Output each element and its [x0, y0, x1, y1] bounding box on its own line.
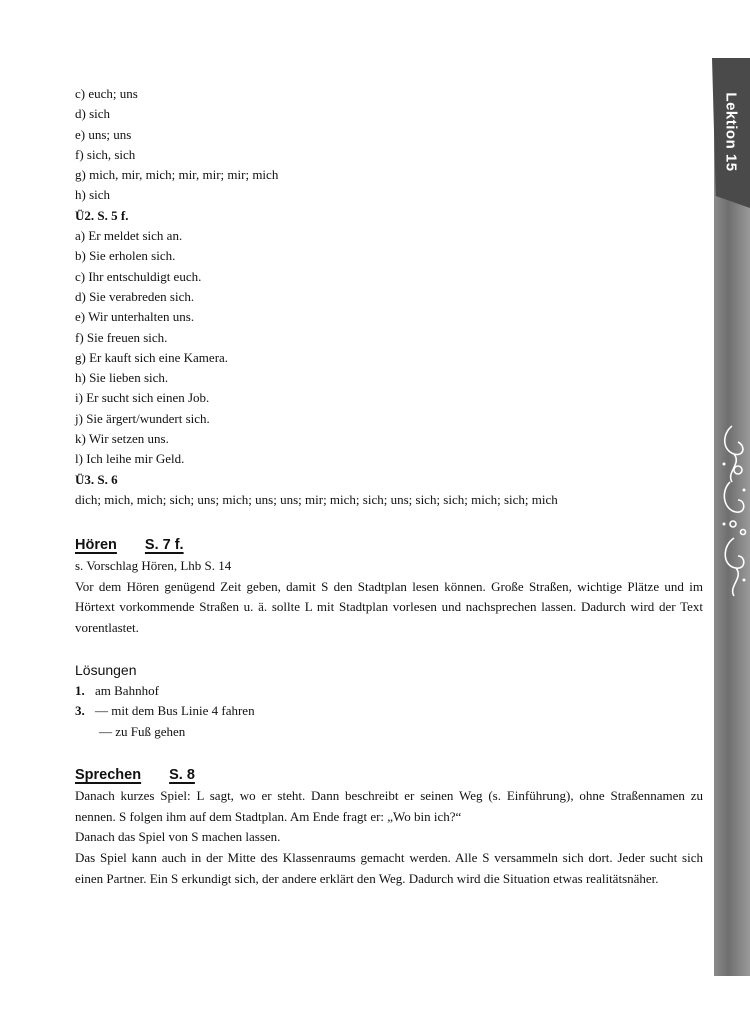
solution-text: — mit dem Bus Linie 4 fahren: [95, 703, 255, 719]
answer-line: j) Sie ärgert/wundert sich.: [75, 410, 210, 426]
ornament-icon: [716, 420, 750, 600]
reference-note: s. Vorschlag Hören, Lhb S. 14: [75, 558, 232, 574]
answer-line: c) euch; uns: [75, 86, 138, 101]
answer-line: g) mich, mir, mich; mir, mir; mir; mich: [75, 167, 279, 183]
section-pages: S. 8: [169, 766, 195, 783]
answer-line: dich; mich, mich; sich; uns; mich; uns; uns; mir; mich; sich; uns; sich; sich; mich; sich; mich: [75, 491, 558, 507]
answer-line: k) Wir setzen uns.: [75, 431, 169, 447]
instruction-paragraph: Danach kurzes Spiel: L sagt, wo er steht. Dann beschreibt er seinen Weg (s. Einführung), ohne Straßennamen zu nennen. S folgen ihm auf dem Stadtplan. Am Ende fragt er: „Wo bin ich?“: [75, 787, 703, 824]
solution-number: 3.: [75, 703, 85, 719]
answer-line: a) Er meldet sich an.: [75, 228, 183, 244]
section-pages: S. 7 f.: [144, 537, 184, 554]
answer-line: d) sich: [75, 106, 111, 122]
solution-line: [75, 681, 703, 701]
solution-line: [75, 701, 703, 721]
solution-number: 1.: [75, 682, 85, 698]
exercise-heading-u3: Ü3. S. 6: [75, 471, 118, 487]
answer-line: f) Sie freuen sich.: [75, 329, 168, 345]
answer-line: h) sich: [75, 187, 111, 203]
solution-text: am Bahnhof: [95, 682, 159, 698]
page-content: [75, 84, 703, 890]
answer-line: d) Sie verabreden sich.: [75, 288, 195, 304]
instruction-paragraph: Vor dem Hören genügend Zeit geben, damit S den Stadtplan lesen können. Große Straßen, wichtige Plätze und im Hörtext vorkommende Straßen u. ä. sollte L mit Stadtplan vorlesen und nachsprechen lassen. Dadurch wird der Text vorentlastet.: [75, 578, 703, 636]
section-title: Sprechen: [75, 766, 142, 783]
instruction-paragraph: Das Spiel kann auch in der Mitte des Klassenraums gemacht werden. Alle S versammeln sich dort. Jeder sucht sich einen Partner. Ein S erkundigt sich, der andere erklärt den Weg. Dadurch wird die Situation etwas realitätsnäher.: [75, 850, 703, 886]
answer-line: l) Ich leihe mir Geld.: [75, 451, 185, 467]
section-heading-sprechen: [75, 764, 703, 786]
instruction-paragraph: Danach das Spiel von S machen lassen.: [75, 829, 281, 845]
answer-line: e) uns; uns: [75, 126, 132, 142]
solution-continuation: — zu Fuß gehen: [99, 723, 186, 739]
section-title: Hören: [75, 537, 117, 554]
section-heading-hoeren: [75, 534, 703, 556]
answer-line: c) Ihr entschuldigt euch.: [75, 268, 202, 284]
answer-line: i) Er sucht sich einen Job.: [75, 390, 210, 406]
chapter-tab-label: Lektion 15: [722, 92, 740, 172]
answer-line: e) Wir unterhalten uns.: [75, 309, 195, 325]
exercise-heading-u2: Ü2. S. 5 f.: [75, 207, 129, 223]
answer-line: h) Sie lieben sich.: [75, 370, 169, 386]
answer-line: f) sich, sich: [75, 146, 136, 162]
answer-line: b) Sie erholen sich.: [75, 248, 176, 264]
answer-line: g) Er kauft sich eine Kamera.: [75, 349, 229, 365]
solutions-heading: Lösungen: [75, 661, 137, 678]
